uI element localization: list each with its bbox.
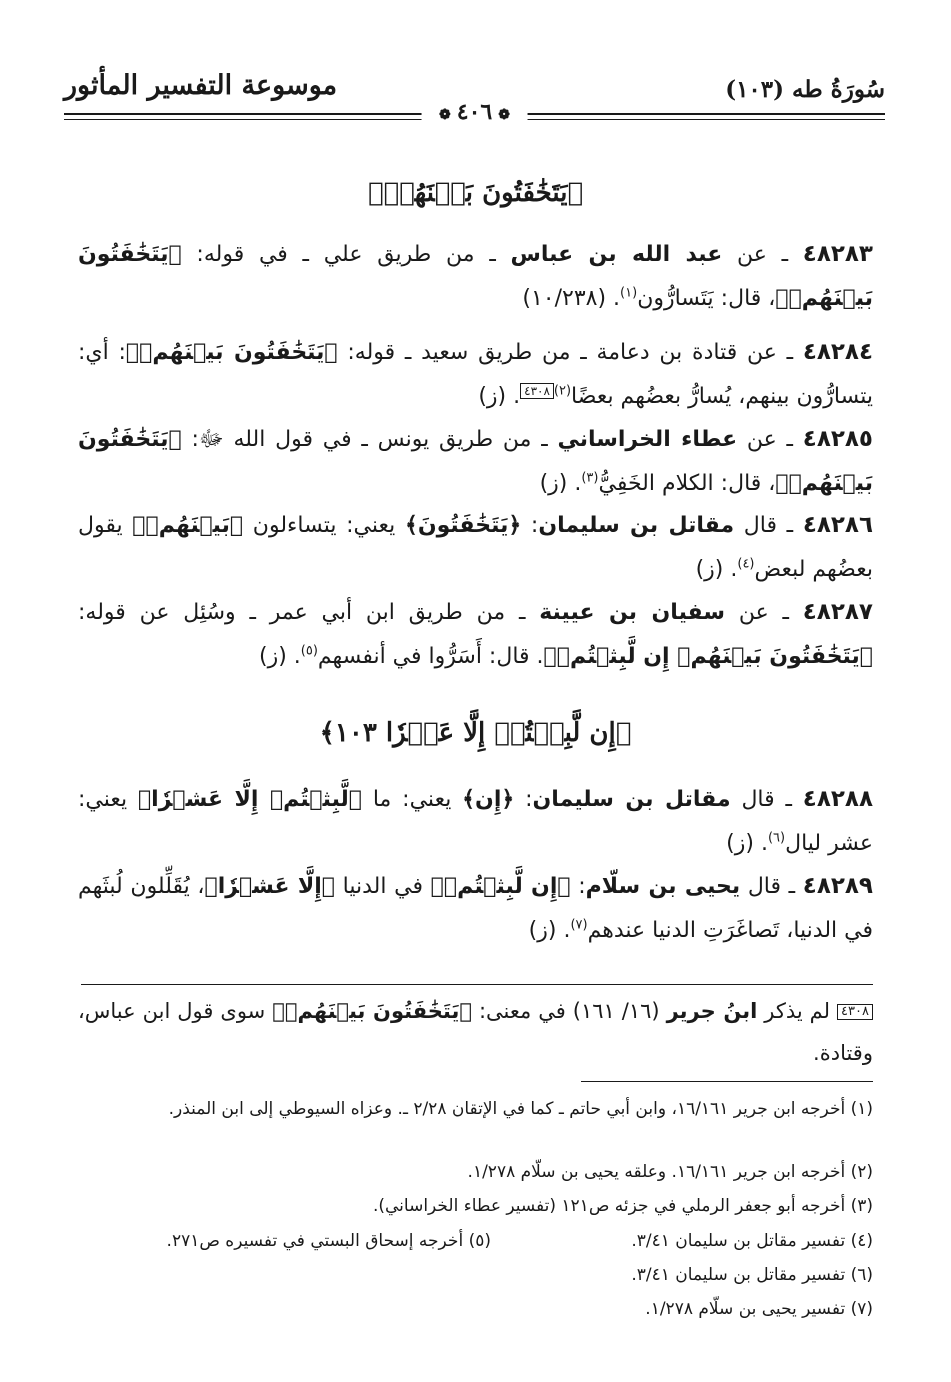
entry-text: . (ز) <box>539 471 582 496</box>
narrator-name: سفيان بن عيينة <box>539 600 726 625</box>
footnote: (٦) تفسير مقاتل بن سليمان ٣/٤١. <box>631 1265 873 1285</box>
quran-quote: ﴿يَتَخَٰفَتُونَ بَيۡنَهُمۡ﴾ <box>125 340 338 365</box>
quran-quote: ﴿يَتَخَٰفَتُونَ بَيۡنَهُمۡ﴾ <box>272 999 472 1023</box>
page-number-box <box>421 99 528 125</box>
entry-text: ـ من طريق علي ـ في قوله: <box>181 242 511 267</box>
entry-text: : <box>521 513 539 538</box>
narrator-name: يحيى بن سلّام <box>585 874 741 899</box>
entry-number: ٤٨٢٨٣ <box>802 241 873 267</box>
entry-text: : <box>570 874 586 899</box>
footnote: (٢) أخرجه ابن جرير ١٦/١٦١. وعلقه يحيى بن سلّام ١/٢٧٨. <box>467 1162 873 1182</box>
entry-text: ، يُقَلِّلون لُبثَهم في الدنيا، تَصاغَرَتِ الدنيا عندهم <box>78 874 873 943</box>
quran-quote: ﴿إِلَّا عَشۡرٗا﴾ <box>204 874 336 899</box>
entry-text: يعني: عشر ليال <box>78 787 873 856</box>
verse-heading: ﴿إِن لَّبِثۡتُمۡ إِلَّا عَشۡرٗا ١٠٣﴾ <box>319 718 632 748</box>
entry-text: . (ز) <box>528 918 571 943</box>
entry-text: يقول بعضُهم لبعض <box>78 513 873 582</box>
footnote-ref: (٧) <box>570 917 588 933</box>
footnote: (٣) أخرجه أبو جعفر الرملي في جزئه ص١٢١ (تفسير عطاء الخراساني). <box>372 1196 873 1216</box>
narrator-name: ابنُ جرير <box>666 999 758 1023</box>
quran-quote: ﴿يَتَخَٰفَتُونَ بَيۡنَهُمۡ إِن لَّبِثۡتُمۡ﴾ <box>543 644 873 669</box>
entry-text: ، قال: يَتَسارُّون <box>637 286 776 311</box>
entry-text: ـ عن <box>722 242 803 267</box>
page-number: ٤٠٦ <box>456 99 493 125</box>
quran-quote: ﴿يَتَخَٰفَتُونَ﴾ <box>404 513 522 538</box>
footnote: (٤) تفسير مقاتل بن سليمان ٣/٤١. <box>631 1231 873 1251</box>
narrator-name: مقاتل بن سليمان <box>532 787 731 812</box>
entry-number: ٤٨٢٨٤ <box>802 339 874 365</box>
entry-text: ـ قال <box>740 874 803 899</box>
narrator-name: مقاتل بن سليمان <box>538 513 735 538</box>
footnote-ref: (١) <box>620 285 638 301</box>
footnote-ref: (٦) <box>767 830 786 846</box>
narration-entry <box>78 232 873 321</box>
entry-number: ٤٨٢٨٧ <box>802 599 873 625</box>
verse-heading: ﴿يَتَخَٰفَتُونَ بَيۡنَهُمۡ﴾ <box>367 178 584 208</box>
quran-quote: ﴿يَتَخَٰفَتُونَ بَيۡنَهُمۡ﴾ <box>78 242 873 311</box>
surah-title: سُورَةُ طه (١٠٣) <box>725 76 885 103</box>
ornament-icon: ❁ <box>498 107 510 123</box>
entry-text: . قال: أَسَرُّوا في أنفسهم <box>317 644 544 669</box>
note-text: لم يذكر <box>757 999 838 1023</box>
narration-entry <box>78 330 873 419</box>
page-header <box>64 64 885 134</box>
footnote: (٧) تفسير يحيى بن سلّام ١/٢٧٨. <box>645 1299 873 1319</box>
footnote-ref: (٢) <box>553 383 572 399</box>
footnote-ref: (٣) <box>581 470 599 486</box>
entry-text: يعني: يتساءلون <box>243 513 405 538</box>
entry-number: ٤٨٢٨٥ <box>802 426 873 452</box>
entry-text: يعني: ما <box>362 787 463 812</box>
entry-text: . (ز) <box>258 644 301 669</box>
narrator-name: عبد الله بن عباس <box>510 242 723 267</box>
narrator-name: عطاء الخراساني <box>557 427 738 452</box>
quran-quote: ﴿بَيۡنَهُمۡ﴾ <box>132 513 244 538</box>
entry-text: ـ عن <box>737 427 803 452</box>
commentary-ref-box: ٤٣٠٨ <box>837 1004 873 1020</box>
entry-text: ـ عن <box>725 600 803 625</box>
commentary-note <box>78 990 873 1074</box>
footnote: (٥) أخرجه إسحاق البستي في تفسيره ص٢٧١. <box>166 1231 491 1251</box>
narration-entry <box>78 417 873 506</box>
note-text: (١٦/ ١٦١) في معنى: <box>472 999 667 1023</box>
narration-entry <box>78 864 873 953</box>
entry-text: . (١٠/٢٣٨) <box>522 286 621 311</box>
entry-text: في الدنيا <box>335 874 431 899</box>
entry-text: ـ قال <box>730 787 803 812</box>
entry-text: : <box>514 787 533 812</box>
ornament-icon: ❁ <box>439 107 451 123</box>
footnote-ref: (٥) <box>300 643 318 659</box>
narration-entry <box>78 777 873 866</box>
footnote: (١) أخرجه ابن جرير ١٦/١٦١، وابن أبي حاتم ـ كما في الإتقان ٢/٢٨ ـ. وعزاه السيوطي إلى ابن المنذر. <box>168 1099 873 1119</box>
entry-text: ـ عن قتادة بن دعامة ـ من طريق سعيد ـ قوله: <box>337 340 803 365</box>
note-text: سوى قول ابن عباس، وقتادة. <box>78 999 873 1065</box>
book-title: موسوعة التفسير المأثور <box>64 70 338 101</box>
entry-text: . (ز) <box>695 557 738 582</box>
footnotes-rule <box>581 1081 873 1082</box>
quran-quote: ﴿إِن لَّبِثۡتُمۡ﴾ <box>430 874 571 899</box>
entry-text: ـ من طريق يونس ـ في قول الله ﷻ: <box>181 427 558 452</box>
entry-text: . (ز) <box>726 831 768 856</box>
commentary-rule <box>81 984 873 985</box>
entry-text: : أي: يتسارُّون بينهم، يُسارُّ بعضُهم بعضًا <box>78 340 873 409</box>
commentary-ref-box: ٤٣٠٨ <box>520 383 554 399</box>
quran-quote: ﴿لَّبِثۡتُمۡ إِلَّا عَشۡرٗا﴾ <box>137 787 363 812</box>
entry-text: ـ من طريق ابن أبي عمر ـ وسُئِل عن قوله: <box>78 600 540 625</box>
entry-text: . (ز) <box>478 384 521 409</box>
entry-number: ٤٨٢٨٨ <box>802 786 873 812</box>
entry-text: ـ قال <box>734 513 803 538</box>
entry-number: ٤٨٢٨٩ <box>802 873 873 899</box>
footnote-ref: (٤) <box>737 556 755 572</box>
entry-text: ، قال: الكلام الخَفِيُّ <box>598 471 776 496</box>
narration-entry <box>78 590 873 679</box>
entry-number: ٤٨٢٨٦ <box>802 512 874 538</box>
narration-entry <box>78 503 873 592</box>
quran-quote: ﴿إِن﴾ <box>462 787 515 812</box>
quran-quote: ﴿يَتَخَٰفَتُونَ بَيۡنَهُمۡ﴾ <box>78 427 873 496</box>
